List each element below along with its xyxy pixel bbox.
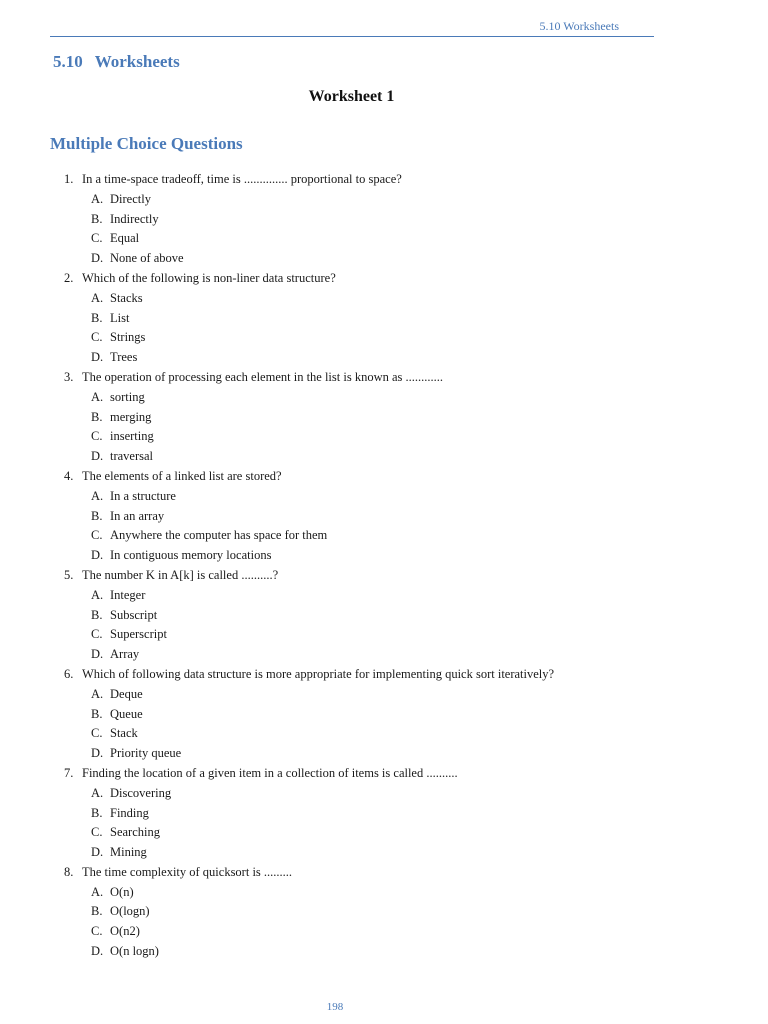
question-6 <box>64 665 664 685</box>
question-number: 3. <box>64 369 74 384</box>
option-letter: B. <box>91 211 103 226</box>
option-letter: D. <box>91 350 104 365</box>
option-letter: C. <box>91 726 103 741</box>
option-text: Stacks <box>110 290 143 305</box>
option-text: traversal <box>110 449 154 464</box>
answer-option <box>64 883 664 903</box>
question-7 <box>64 764 664 784</box>
mcq-heading: Multiple Choice Questions <box>50 134 243 153</box>
option-text: O(n2) <box>110 924 140 939</box>
option-text: Array <box>110 647 140 662</box>
question-text: Which of following data structure is more appropriate for implementing quick sort iteratively? <box>82 666 555 681</box>
answer-option <box>64 606 664 626</box>
question-number: 5. <box>64 567 74 582</box>
option-text: None of above <box>110 251 184 266</box>
section-title: Worksheets <box>94 52 180 71</box>
option-text: Deque <box>110 686 143 701</box>
option-text: Priority queue <box>110 746 182 761</box>
question-number: 7. <box>64 765 74 780</box>
worksheet-title: Worksheet 1 <box>308 88 395 105</box>
option-letter: A. <box>91 884 104 899</box>
answer-option <box>64 823 664 843</box>
answer-option <box>64 744 664 764</box>
answer-option <box>64 724 664 744</box>
question-5 <box>64 566 664 586</box>
option-letter: B. <box>91 805 103 820</box>
option-letter: C. <box>91 330 103 345</box>
answer-option <box>64 784 664 804</box>
answer-option <box>64 507 664 527</box>
answer-option <box>64 249 664 269</box>
answer-option <box>64 388 664 408</box>
header-rule <box>50 36 654 37</box>
option-text: Strings <box>110 330 146 345</box>
question-number: 6. <box>64 666 74 681</box>
option-letter: A. <box>91 191 104 206</box>
answer-option <box>64 328 664 348</box>
question-3 <box>64 368 664 388</box>
option-text: Directly <box>110 191 151 206</box>
answer-option <box>64 843 664 863</box>
question-text: The time complexity of quicksort is ......... <box>82 864 293 879</box>
answer-option <box>64 210 664 230</box>
option-text: In a structure <box>110 488 176 503</box>
question-number: 1. <box>64 172 74 186</box>
question-text: The elements of a linked list are stored? <box>82 468 282 483</box>
question-1 <box>64 170 664 190</box>
option-text: merging <box>110 409 152 424</box>
question-number: 2. <box>64 270 74 285</box>
option-text: Superscript <box>110 627 167 642</box>
question-8 <box>64 863 664 883</box>
option-letter: C. <box>91 924 103 939</box>
question-text: The number K in A[k] is called ..........? <box>82 567 279 582</box>
answer-option <box>64 922 664 942</box>
option-text: inserting <box>110 429 154 444</box>
section-number: 5.10 <box>53 52 83 71</box>
option-letter: C. <box>91 627 103 642</box>
answer-option <box>64 229 664 249</box>
answer-option <box>64 546 664 566</box>
option-letter: B. <box>91 904 103 919</box>
answer-option <box>64 447 664 467</box>
answer-option <box>64 427 664 447</box>
question-text: Finding the location of a given item in a collection of items is called .......... <box>82 765 458 780</box>
answer-option <box>64 804 664 824</box>
option-letter: B. <box>91 409 103 424</box>
option-letter: A. <box>91 389 104 404</box>
option-letter: D. <box>91 548 104 563</box>
option-letter: D. <box>91 647 104 662</box>
option-letter: A. <box>91 488 104 503</box>
section-heading <box>53 52 180 72</box>
option-text: Trees <box>110 350 138 365</box>
answer-option <box>64 289 664 309</box>
answer-option <box>64 942 664 962</box>
option-letter: C. <box>91 231 103 246</box>
option-text: sorting <box>110 389 145 404</box>
answer-option <box>64 309 664 329</box>
option-letter: A. <box>91 587 104 602</box>
option-text: Subscript <box>110 607 158 622</box>
answer-option <box>64 685 664 705</box>
option-letter: D. <box>91 746 104 761</box>
page-number: 198 <box>326 1001 344 1013</box>
option-letter: D. <box>91 251 104 266</box>
answer-option <box>64 526 664 546</box>
option-text: Integer <box>110 587 146 602</box>
question-text: The operation of processing each element in the list is known as ............ <box>82 369 444 384</box>
answer-option <box>64 190 664 210</box>
option-letter: C. <box>91 528 103 543</box>
option-letter: B. <box>91 706 103 721</box>
answer-option <box>64 902 664 922</box>
option-text: Queue <box>110 706 143 721</box>
option-text: Mining <box>110 845 147 860</box>
answer-option <box>64 705 664 725</box>
option-letter: D. <box>91 944 104 959</box>
option-letter: C. <box>91 429 103 444</box>
option-letter: D. <box>91 845 104 860</box>
answer-option <box>64 408 664 428</box>
running-header: 5.10 Worksheets <box>539 19 619 33</box>
option-letter: B. <box>91 508 103 523</box>
answer-option <box>64 487 664 507</box>
option-letter: A. <box>91 686 104 701</box>
option-text: Stack <box>110 726 138 741</box>
option-text: List <box>110 310 130 325</box>
answer-option <box>64 625 664 645</box>
option-text: O(n) <box>110 884 134 899</box>
question-2 <box>64 269 664 289</box>
question-text: In a time-space tradeoff, time is .............. proportional to space? <box>82 172 402 186</box>
option-text: In contiguous memory locations <box>110 548 272 563</box>
question-list <box>64 170 664 962</box>
option-text: In an array <box>110 508 165 523</box>
answer-option <box>64 645 664 665</box>
answer-option <box>64 586 664 606</box>
option-letter: C. <box>91 825 103 840</box>
option-text: Discovering <box>110 785 172 800</box>
option-letter: D. <box>91 449 104 464</box>
option-text: Equal <box>110 231 140 246</box>
option-text: Searching <box>110 825 160 840</box>
option-text: Anywhere the computer has space for them <box>110 528 328 543</box>
question-number: 4. <box>64 468 74 483</box>
option-text: O(n logn) <box>110 944 159 959</box>
option-letter: B. <box>91 310 103 325</box>
option-text: O(logn) <box>110 904 150 919</box>
option-letter: A. <box>91 290 104 305</box>
option-letter: B. <box>91 607 103 622</box>
question-4 <box>64 467 664 487</box>
question-number: 8. <box>64 864 74 879</box>
option-letter: A. <box>91 785 104 800</box>
option-text: Finding <box>110 805 149 820</box>
option-text: Indirectly <box>110 211 159 226</box>
answer-option <box>64 348 664 368</box>
question-text: Which of the following is non-liner data structure? <box>82 270 336 285</box>
